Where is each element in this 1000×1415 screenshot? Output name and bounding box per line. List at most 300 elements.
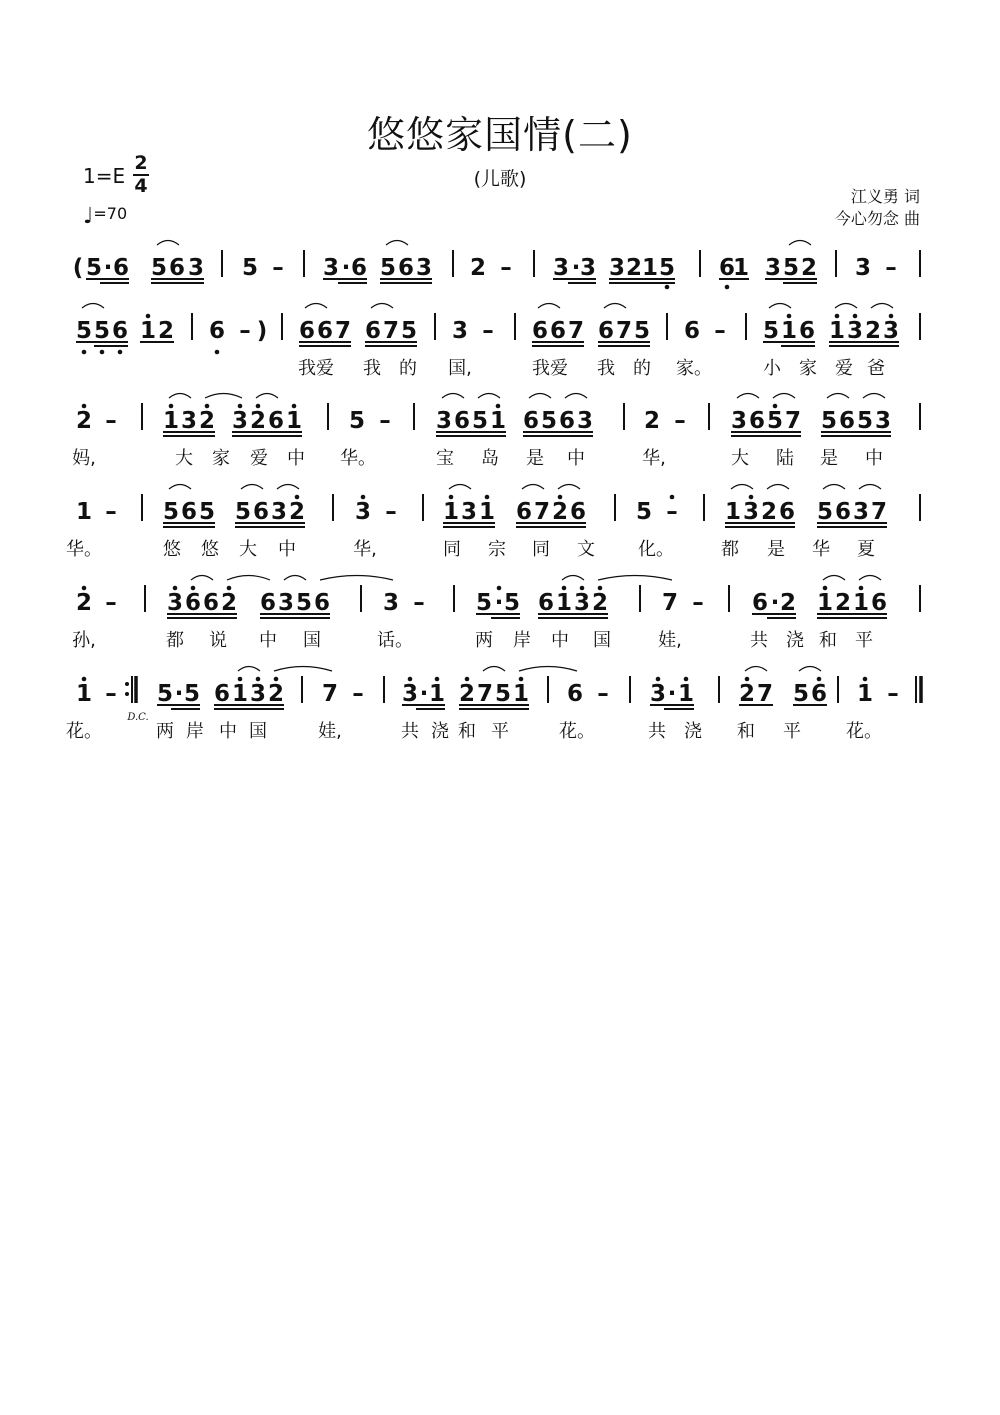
octave-dot-high (449, 495, 454, 500)
slur (169, 394, 191, 399)
slur (737, 394, 759, 399)
note-symbol: 1 (285, 408, 303, 434)
note-symbol: 6 (168, 255, 186, 281)
lyric-syllable: 妈, (72, 448, 96, 469)
slur (789, 241, 811, 246)
lyric-syllable: 我爱 (298, 358, 334, 379)
lyric-syllable: 两 (156, 721, 174, 742)
note-symbol: 6 (748, 408, 766, 434)
note-symbol: – (885, 255, 897, 281)
note-symbol: 5 (400, 318, 418, 344)
slur (859, 576, 881, 581)
key-signature: 1=E (83, 164, 126, 188)
note-symbol: 5 (234, 499, 252, 525)
slur (823, 485, 845, 490)
octave-dot-high (256, 404, 261, 409)
note-symbol: 3 (846, 318, 864, 344)
note-symbol: 5 (379, 255, 397, 281)
lyric-syllable: 同 (532, 539, 550, 560)
note-symbol: – (666, 499, 678, 525)
note-symbol: 5 (540, 408, 558, 434)
octave-dot-high (863, 677, 868, 682)
note-symbol: 3 (401, 681, 419, 707)
note-symbol: 2 (157, 318, 175, 344)
note-symbol: 6 (870, 590, 888, 616)
lyric-syllable: 中 (865, 448, 883, 469)
lyric-syllable: 悠 (163, 539, 181, 560)
note-symbol: 7 (661, 590, 679, 616)
note-symbol: 2 (220, 590, 238, 616)
lyric-syllable: 浇 (786, 630, 804, 651)
note-symbol: 2 (864, 318, 882, 344)
octave-dot-high (274, 677, 279, 682)
note-symbol: 5 (85, 255, 103, 281)
lyric-syllable: 国 (303, 630, 321, 651)
slur (241, 485, 263, 490)
lyric-syllable: 和 (737, 721, 755, 742)
quarter-note-icon: ♩ (83, 204, 94, 229)
note-symbol: 7 (567, 318, 585, 344)
note-symbol: 5 (241, 255, 259, 281)
octave-dot-low (665, 285, 670, 290)
note-symbol: 1 (780, 318, 798, 344)
note-symbol: · (494, 590, 504, 616)
note-symbol: 5 (635, 499, 653, 525)
note-symbol: 6 (537, 590, 555, 616)
slur (191, 576, 213, 581)
note-symbol: · (174, 681, 184, 707)
octave-dot-high (496, 404, 501, 409)
note-symbol: · (341, 255, 351, 281)
note-symbol: 3 (270, 499, 288, 525)
note-symbol: – (239, 318, 251, 344)
slur (449, 485, 471, 490)
lyric-syllable: 共 (648, 721, 666, 742)
lyric-syllable: 中 (219, 721, 237, 742)
note-symbol: 6 (597, 318, 615, 344)
note-symbol: 3 (451, 318, 469, 344)
slur (386, 241, 408, 246)
lyric-syllable: 是 (820, 448, 838, 469)
note-symbol: 5 (658, 255, 676, 281)
note-symbol: 1 (816, 590, 834, 616)
lyric-syllable: 共 (401, 721, 419, 742)
octave-dot-high (749, 495, 754, 500)
note-symbol: 2 (75, 590, 93, 616)
note-symbol: 2 (625, 255, 643, 281)
time-signature-bottom: 4 (134, 175, 148, 197)
note-symbol: 5 (162, 499, 180, 525)
note-symbol: 6 (213, 681, 231, 707)
note-symbol: 6 (180, 499, 198, 525)
lyric-syllable: 说 (209, 630, 227, 651)
slur (274, 667, 332, 672)
lyric-syllable: 爱 (835, 358, 853, 379)
note-symbol: 1 (428, 681, 446, 707)
slur (565, 394, 587, 399)
slur (827, 394, 849, 399)
note-symbol: 6 (298, 318, 316, 344)
lyric-syllable: 华。 (66, 539, 102, 560)
lyric-syllable: 都 (166, 630, 184, 651)
lyric-syllable: 华。 (340, 448, 376, 469)
note-symbol: 6 (810, 681, 828, 707)
note-symbol: – (385, 499, 397, 525)
note-symbol: 5 (762, 318, 780, 344)
note-symbol: 3 (730, 408, 748, 434)
slur (169, 485, 191, 490)
note-symbol: – (500, 255, 512, 281)
slur (835, 304, 857, 309)
note-symbol: 5 (93, 318, 111, 344)
note-symbol: 1 (231, 681, 249, 707)
note-symbol: 3 (166, 590, 184, 616)
note-symbol: 5 (816, 499, 834, 525)
lyric-syllable: 华, (642, 448, 666, 469)
lyric-syllable: 夏 (857, 539, 875, 560)
octave-dot-high (670, 495, 675, 500)
slur (82, 304, 104, 309)
note-symbol: 5 (503, 590, 521, 616)
note-symbol: 5 (494, 681, 512, 707)
octave-dot-high (835, 314, 840, 319)
octave-dot-high (191, 586, 196, 591)
note-symbol: 7 (382, 318, 400, 344)
octave-dot-low (100, 350, 105, 355)
note-symbol: 6 (111, 318, 129, 344)
lyric-syllable: 两 (475, 630, 493, 651)
note-symbol: 1 (852, 590, 870, 616)
note-symbol: 6 (798, 318, 816, 344)
note-symbol: 3 (277, 590, 295, 616)
note-symbol: 7 (334, 318, 352, 344)
slur (227, 576, 270, 581)
note-symbol: ( (72, 255, 84, 281)
note-symbol: 1 (162, 408, 180, 434)
note-symbol: 6 (558, 408, 576, 434)
note-symbol: 1 (677, 681, 695, 707)
lyric-syllable: 化。 (638, 539, 674, 560)
note-symbol: – (379, 408, 391, 434)
note-symbol: 5 (475, 590, 493, 616)
note-symbol: – (674, 408, 686, 434)
lyric-syllable: 爸 (867, 358, 885, 379)
note-symbol: 1 (512, 681, 530, 707)
page-subtitle: (儿歌) (473, 168, 527, 190)
note-symbol: 1 (641, 255, 659, 281)
note-symbol: 6 (834, 499, 852, 525)
note-symbol: 5 (150, 255, 168, 281)
slur (277, 485, 299, 490)
lyric-syllable: 花。 (559, 721, 595, 742)
note-symbol: 2 (800, 255, 818, 281)
note-symbol: 6 (397, 255, 415, 281)
octave-dot-high (361, 495, 366, 500)
note-symbol: – (692, 590, 704, 616)
note-symbol: 1 (478, 499, 496, 525)
note-symbol: 5 (471, 408, 489, 434)
note-symbol: 6 (718, 255, 736, 281)
note-symbol: 7 (870, 499, 888, 525)
note-symbol: 6 (566, 681, 584, 707)
note-symbol: – (887, 681, 899, 707)
slur (871, 304, 893, 309)
octave-dot-high (580, 586, 585, 591)
octave-dot-high (227, 586, 232, 591)
note-symbol: · (103, 255, 113, 281)
slur (371, 304, 393, 309)
note-symbol: – (105, 681, 117, 707)
octave-dot-low (215, 350, 220, 355)
note-symbol: 5 (75, 318, 93, 344)
note-symbol: 2 (288, 499, 306, 525)
octave-dot-high (823, 586, 828, 591)
slur (442, 394, 464, 399)
note-symbol: 1 (442, 499, 460, 525)
note-symbol: 7 (321, 681, 339, 707)
octave-dot-high (519, 677, 524, 682)
lyric-syllable: 悠 (201, 539, 219, 560)
lyric-syllable: 是 (767, 539, 785, 560)
lyric-syllable: 国, (448, 358, 472, 379)
lyric-syllable: 我 (597, 358, 615, 379)
lyric-syllable: 和 (458, 721, 476, 742)
slur (823, 576, 845, 581)
octave-dot-high (82, 404, 87, 409)
slur (483, 667, 505, 672)
note-symbol: 5 (633, 318, 651, 344)
composer: 今心勿念 曲 (834, 209, 920, 228)
note-symbol: 2 (458, 681, 476, 707)
octave-dot-high (656, 677, 661, 682)
note-symbol: 1 (75, 499, 93, 525)
octave-dot-high (745, 677, 750, 682)
note-symbol: – (105, 499, 117, 525)
slur (305, 304, 327, 309)
note-symbol: 2 (779, 590, 797, 616)
note-symbol: 2 (198, 408, 216, 434)
note-symbol: 6 (453, 408, 471, 434)
slur (859, 485, 881, 490)
lyric-syllable: 和 (819, 630, 837, 651)
note-symbol: 2 (834, 590, 852, 616)
lyric-syllable: 中 (551, 630, 569, 651)
note-symbol: 3 (852, 499, 870, 525)
octave-dot-high (238, 677, 243, 682)
lyric-syllable: 花。 (846, 721, 882, 742)
lyric-syllable: 娃, (658, 630, 682, 651)
note-symbol: 6 (316, 318, 334, 344)
octave-dot-high (817, 677, 822, 682)
note-symbol: 2 (469, 255, 487, 281)
octave-dot-high (485, 495, 490, 500)
octave-dot-high (146, 314, 151, 319)
lyric-syllable: 同 (443, 539, 461, 560)
note-symbol: 3 (649, 681, 667, 707)
octave-dot-high (853, 314, 858, 319)
note-symbol: 5 (856, 408, 874, 434)
octave-dot-high (82, 677, 87, 682)
slur (769, 304, 791, 309)
note-symbol: 1 (75, 681, 93, 707)
lyric-syllable: 都 (721, 539, 739, 560)
note-symbol: 1 (555, 590, 573, 616)
octave-dot-high (889, 314, 894, 319)
slur (284, 576, 306, 581)
note-symbol: 6 (267, 408, 285, 434)
note-symbol: 2 (249, 408, 267, 434)
lyric-syllable: 平 (783, 721, 801, 742)
note-symbol: 6 (259, 590, 277, 616)
octave-dot-low (725, 285, 730, 290)
lyric-syllable: 华, (353, 539, 377, 560)
lyric-syllable: 浇 (431, 721, 449, 742)
note-symbol: 1 (856, 681, 874, 707)
dc-marking: D.C. (127, 712, 149, 723)
note-symbol: 7 (615, 318, 633, 344)
note-symbol: 6 (549, 318, 567, 344)
octave-dot-high (859, 586, 864, 591)
lyric-syllable: 的 (633, 358, 651, 379)
note-symbol: 3 (382, 590, 400, 616)
note-symbol: 3 (854, 255, 872, 281)
note-symbol: 1 (732, 255, 750, 281)
note-symbol: 2 (551, 499, 569, 525)
note-symbol: 3 (874, 408, 892, 434)
lyric-syllable: 大 (239, 539, 257, 560)
note-symbol: 1 (489, 408, 507, 434)
note-symbol: 3 (187, 255, 205, 281)
note-symbol: 6 (184, 590, 202, 616)
octave-dot-high (82, 586, 87, 591)
note-symbol: 3 (882, 318, 900, 344)
octave-dot-high (558, 495, 563, 500)
note-symbol: 3 (742, 499, 760, 525)
lyric-syllable: 共 (750, 630, 768, 651)
slur (478, 394, 500, 399)
lyric-syllable: 孙, (72, 630, 96, 651)
note-symbol: 6 (515, 499, 533, 525)
lyric-syllable: 大 (175, 448, 193, 469)
note-symbol: – (105, 408, 117, 434)
note-symbol: 7 (784, 408, 802, 434)
note-symbol: 3 (435, 408, 453, 434)
lyric-syllable: 中 (287, 448, 305, 469)
note-symbol: 1 (139, 318, 157, 344)
lyric-syllable: 平 (855, 630, 873, 651)
note-symbol: – (272, 255, 284, 281)
slur (604, 304, 626, 309)
note-symbol: 6 (202, 590, 220, 616)
note-symbol: · (571, 255, 581, 281)
tempo-value: =70 (93, 204, 128, 223)
note-symbol: 3 (322, 255, 340, 281)
note-symbol: 6 (838, 408, 856, 434)
lyric-syllable: 爱 (250, 448, 268, 469)
octave-dot-high (408, 677, 413, 682)
slur (522, 485, 544, 490)
note-symbol: · (770, 590, 780, 616)
note-symbol: 7 (533, 499, 551, 525)
note-symbol: 6 (208, 318, 226, 344)
octave-dot-low (118, 350, 123, 355)
slur (745, 667, 767, 672)
note-symbol: 3 (573, 590, 591, 616)
note-symbol: 6 (751, 590, 769, 616)
note-symbol: 5 (820, 408, 838, 434)
lyric-syllable: 平 (491, 721, 509, 742)
slur (731, 485, 753, 490)
repeat-dot (125, 692, 129, 696)
lyric-syllable: 我爱 (532, 358, 568, 379)
lyric-syllable: 中 (278, 539, 296, 560)
note-symbol: 7 (756, 681, 774, 707)
octave-dot-low (82, 350, 87, 355)
slur (773, 394, 795, 399)
note-symbol: 3 (354, 499, 372, 525)
lyric-syllable: 岸 (186, 721, 204, 742)
note-symbol: 3 (415, 255, 433, 281)
note-symbol: 6 (683, 318, 701, 344)
lyric-syllable: 的 (399, 358, 417, 379)
page-title: 悠悠家国情(二) (367, 113, 633, 157)
note-symbol: 5 (766, 408, 784, 434)
note-symbol: – (413, 590, 425, 616)
lyricist: 江义勇 词 (850, 187, 920, 206)
note-symbol: – (352, 681, 364, 707)
note-symbol: 5 (782, 255, 800, 281)
note-symbol: 5 (198, 499, 216, 525)
note-symbol: 3 (576, 408, 594, 434)
note-symbol: 3 (608, 255, 626, 281)
note-symbol: 2 (643, 408, 661, 434)
lyric-syllable: 文 (577, 539, 595, 560)
lyric-syllable: 国 (593, 630, 611, 651)
lyric-syllable: 小 (763, 358, 781, 379)
note-symbol: · (667, 681, 677, 707)
octave-dot-high (598, 586, 603, 591)
repeat-dot (125, 682, 129, 686)
slur (562, 576, 584, 581)
slur (598, 576, 672, 581)
slur (519, 667, 577, 672)
lyric-syllable: 陆 (776, 448, 794, 469)
lyric-syllable: 家 (799, 358, 817, 379)
note-symbol: 2 (591, 590, 609, 616)
note-symbol: 1 (724, 499, 742, 525)
slur (529, 394, 551, 399)
note-symbol: 3 (180, 408, 198, 434)
note-symbol: 6 (252, 499, 270, 525)
octave-dot-high (773, 404, 778, 409)
lyric-syllable: 浇 (684, 721, 702, 742)
note-symbol: · (419, 681, 429, 707)
octave-dot-high (256, 677, 261, 682)
lyric-syllable: 中 (567, 448, 585, 469)
note-symbol: – (482, 318, 494, 344)
note-symbol: 6 (531, 318, 549, 344)
note-symbol: 6 (569, 499, 587, 525)
note-symbol: 5 (792, 681, 810, 707)
note-symbol: 3 (579, 255, 597, 281)
slur (205, 394, 242, 399)
note-symbol: 2 (75, 408, 93, 434)
lyric-syllable: 国 (249, 721, 267, 742)
octave-dot-high (497, 586, 502, 591)
note-symbol: 3 (552, 255, 570, 281)
octave-dot-high (169, 404, 174, 409)
note-symbol: 6 (313, 590, 331, 616)
